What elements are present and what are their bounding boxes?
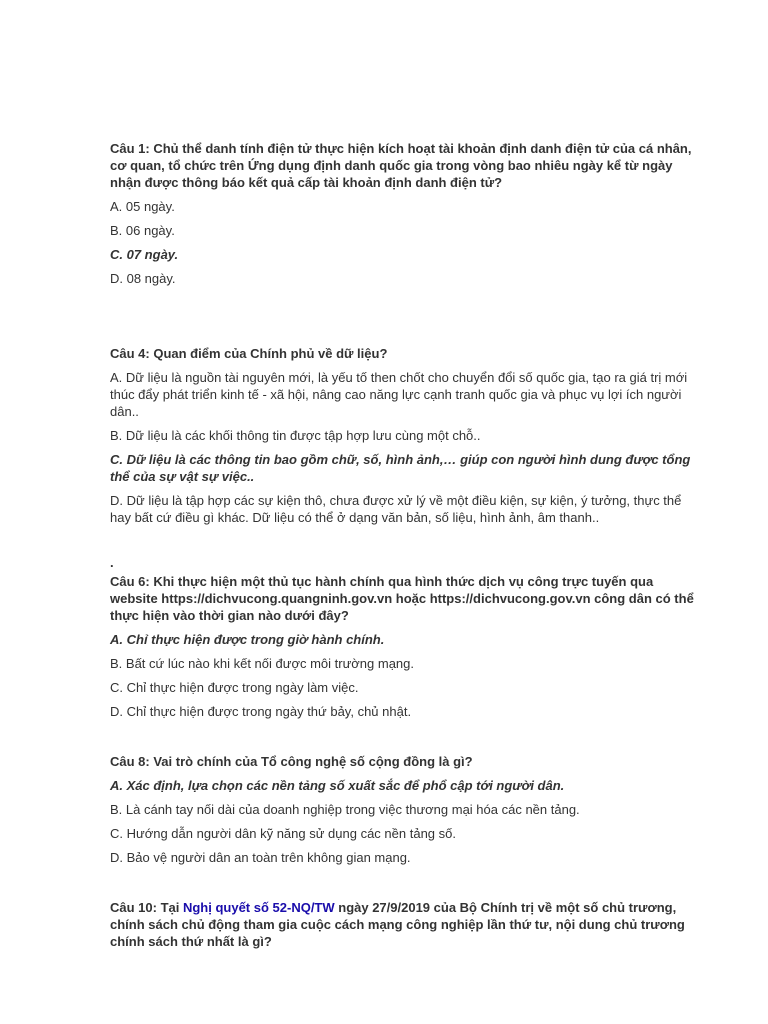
question-10-prefix: Câu 10: Tại bbox=[110, 900, 183, 915]
question-4-option-c-correct: C. Dữ liệu là các thông tin bao gồm chữ, số, hình ảnh,… giúp con người hình dung được tổng thể của sự vật sự việc.. bbox=[110, 452, 691, 484]
spacer bbox=[110, 533, 695, 557]
question-6-option-c: C. Chỉ thực hiện được trong ngày làm việc. bbox=[110, 680, 359, 695]
question-4-title: Câu 4: Quan điểm của Chính phủ về dữ liệu? bbox=[110, 346, 388, 361]
spacer bbox=[110, 727, 695, 753]
separator-dot: . bbox=[110, 555, 114, 570]
question-4-option-a: A. Dữ liệu là nguồn tài nguyên mới, là yếu tố then chốt cho chuyển đổi số quốc gia, tạo ra giá trị mới thúc đẩy phát triển kinh tế - xã hội, nâng cao năng lực cạnh tranh quốc gia và phục vụ lợi ích người dân.. bbox=[110, 370, 688, 419]
question-1-option-d: D. 08 ngày. bbox=[110, 271, 176, 286]
question-4-option-b: B. Dữ liệu là các khối thông tin được tập hợp lưu cùng một chỗ.. bbox=[110, 428, 481, 443]
question-6-option-d: D. Chỉ thực hiện được trong ngày thứ bảy, chủ nhật. bbox=[110, 704, 412, 719]
question-10-title bbox=[110, 899, 695, 950]
question-10-suffix: ngày 27/9/2019 của Bộ Chính trị về một số chủ trương, chính sách chủ động tham gia cuộc cách mạng công nghiệp lần thứ tư, nội dung chủ trương chính sách thứ nhất là gì? bbox=[110, 900, 685, 949]
document-page bbox=[110, 140, 695, 957]
question-8-option-b: B. Là cánh tay nối dài của doanh nghiệp trong việc thương mại hóa các nền tảng. bbox=[110, 802, 580, 817]
question-6-title: Câu 6: Khi thực hiện một thủ tục hành chính qua hình thức dịch vụ công trực tuyến qua website https://dichvucong.quangninh.gov.vn hoặc https://dichvucong.gov.vn công dân có thể thực hiện vào thời gian nào dưới đây? bbox=[110, 574, 694, 623]
question-8-title: Câu 8: Vai trò chính của Tổ công nghệ số cộng đồng là gì? bbox=[110, 754, 473, 769]
question-8-option-c: C. Hướng dẫn người dân kỹ năng sử dụng các nền tảng số. bbox=[110, 826, 456, 841]
question-1-option-a: A. 05 ngày. bbox=[110, 199, 175, 214]
question-6-option-a-correct: A. Chỉ thực hiện được trong giờ hành chính. bbox=[110, 632, 385, 647]
spacer bbox=[110, 294, 695, 345]
question-6-option-b: B. Bất cứ lúc nào khi kết nối được môi trường mạng. bbox=[110, 656, 415, 671]
resolution-52-link[interactable]: Nghị quyết số 52-NQ/TW bbox=[182, 900, 335, 915]
question-1-option-c-correct: C. 07 ngày. bbox=[110, 247, 179, 262]
question-4-option-d: D. Dữ liệu là tập hợp các sự kiện thô, chưa được xử lý về một điều kiện, sự kiện, ý tưởng, thực thể hay bất cứ điều gì khác. Dữ liệu có thể ở dạng văn bản, số liệu, hình ảnh, âm thanh.. bbox=[110, 493, 682, 525]
question-8-option-d: D. Bảo vệ người dân an toàn trên không gian mạng. bbox=[110, 850, 411, 865]
question-1-title: Câu 1: Chủ thể danh tính điện tử thực hiện kích hoạt tài khoản định danh điện tử của cá nhân, cơ quan, tổ chức trên Ứng dụng định danh quốc gia trong vòng bao nhiêu ngày kể từ ngày nhận được thông báo kết quả cấp tài khoản định danh điện tử? bbox=[110, 141, 692, 190]
question-8-option-a-correct: A. Xác định, lựa chọn các nền tảng số xuất sắc để phổ cập tới người dân. bbox=[110, 778, 565, 793]
question-1-option-b: B. 06 ngày. bbox=[110, 223, 175, 238]
spacer bbox=[110, 873, 695, 899]
